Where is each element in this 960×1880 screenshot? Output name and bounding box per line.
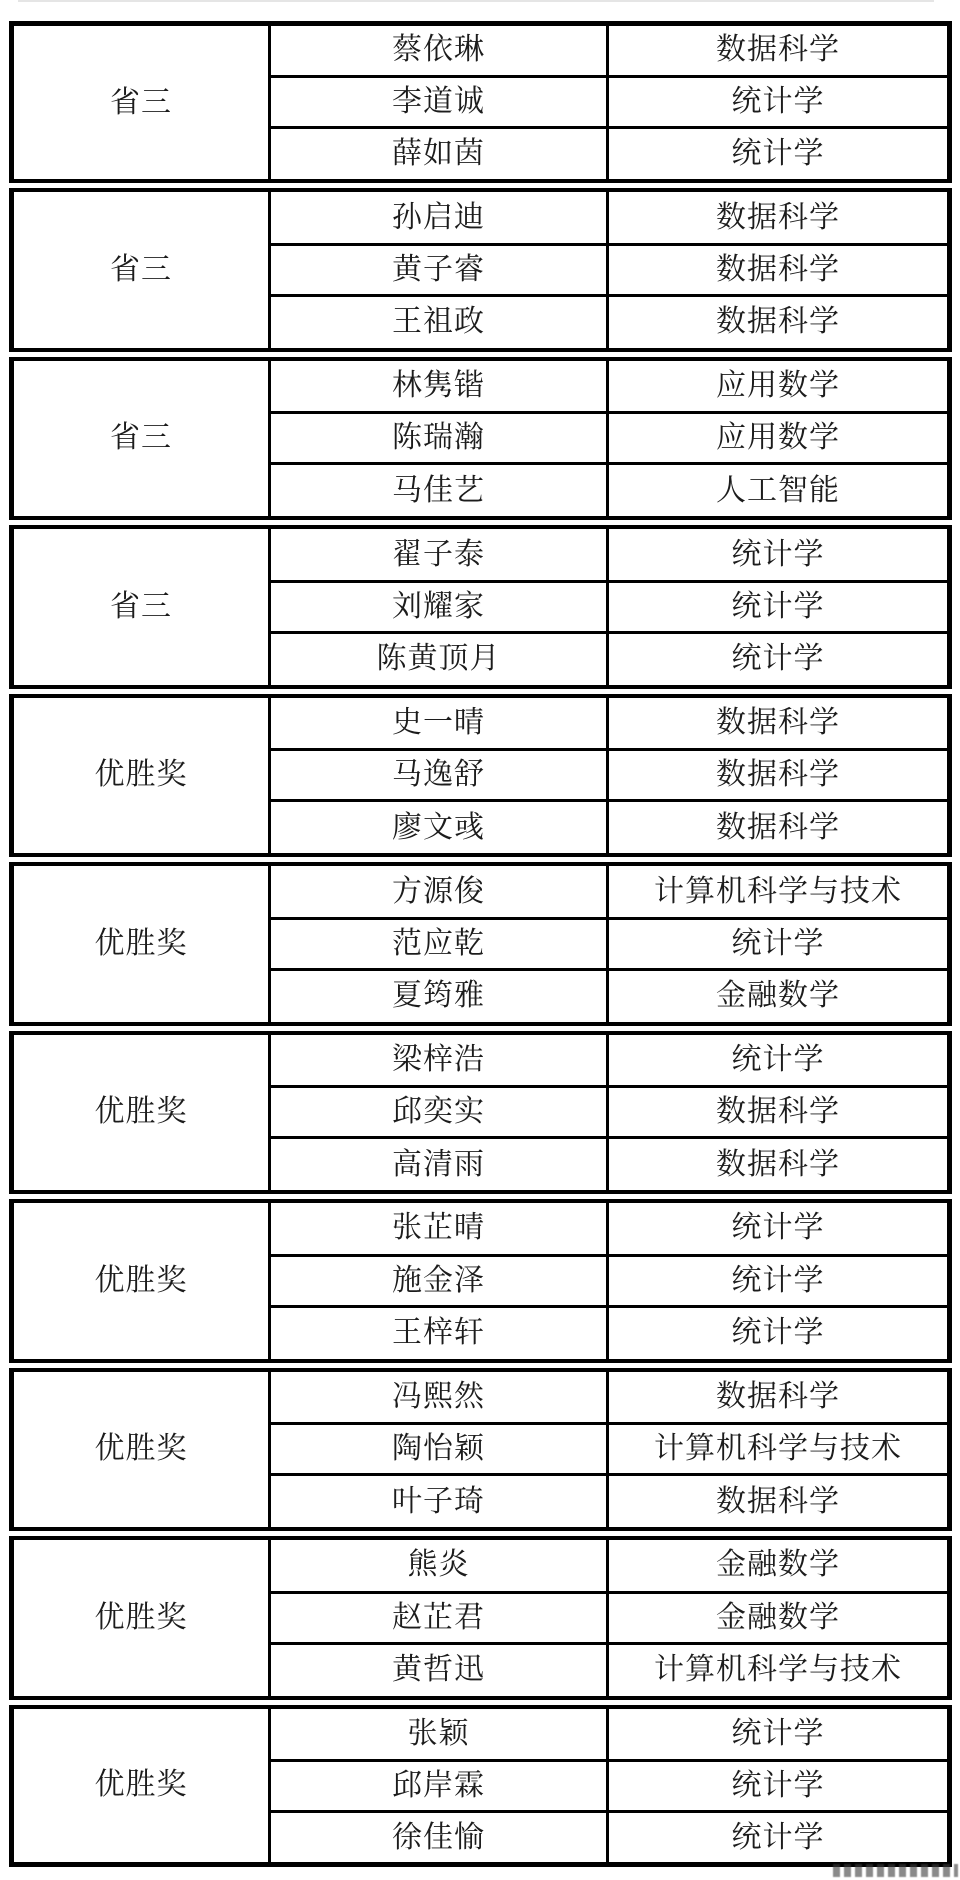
major-cell: 数据科学 [608,24,950,77]
major-cell: 统计学 [608,918,950,969]
major-cell: 数据科学 [608,1138,950,1197]
name-cell: 林隽锴 [270,354,608,413]
name-cell: 邱奕实 [270,1087,608,1138]
table-row [12,1534,950,1593]
awards-table [9,21,952,1867]
name-cell: 马佳艺 [270,464,608,523]
major-cell: 金融数学 [608,1592,950,1643]
name-cell: 夏筠雅 [270,969,608,1028]
table-row [12,1702,950,1761]
table-row [12,24,950,77]
table-row [12,1365,950,1424]
major-cell: 计算机科学与技术 [608,1424,950,1475]
name-cell: 赵芷君 [270,1592,608,1643]
name-cell: 王祖政 [270,296,608,355]
name-cell: 刘耀家 [270,581,608,632]
major-cell: 数据科学 [608,1475,950,1534]
major-cell: 金融数学 [608,1534,950,1593]
name-cell: 邱岸霖 [270,1761,608,1812]
name-cell: 翟子泰 [270,523,608,582]
major-cell: 应用数学 [608,354,950,413]
major-cell: 数据科学 [608,1365,950,1424]
major-cell: 统计学 [608,1197,950,1256]
award-cell: 优胜奖 [12,860,270,1028]
name-cell: 熊炎 [270,1534,608,1593]
table-row [12,1028,950,1087]
name-cell: 施金泽 [270,1255,608,1306]
major-cell: 数据科学 [608,750,950,801]
name-cell: 方源俊 [270,860,608,919]
major-cell: 统计学 [608,581,950,632]
major-cell: 数据科学 [608,186,950,245]
name-cell: 陈黄顶月 [270,632,608,691]
name-cell: 陶怡颖 [270,1424,608,1475]
name-cell: 徐佳愉 [270,1812,608,1865]
major-cell: 数据科学 [608,691,950,750]
award-cell: 优胜奖 [12,691,270,859]
cropped-edge-smudge [18,0,934,2]
award-cell: 省三 [12,523,270,691]
major-cell: 统计学 [608,1761,950,1812]
major-cell: 统计学 [608,1812,950,1865]
table-row [12,1197,950,1256]
major-cell: 统计学 [608,127,950,186]
major-cell: 统计学 [608,632,950,691]
name-cell: 马逸舒 [270,750,608,801]
major-cell: 计算机科学与技术 [608,860,950,919]
major-cell: 人工智能 [608,464,950,523]
award-cell: 优胜奖 [12,1028,270,1196]
major-cell: 计算机科学与技术 [608,1643,950,1702]
name-cell: 张颖 [270,1702,608,1761]
awards-table-body [12,24,950,1865]
award-cell: 优胜奖 [12,1197,270,1365]
major-cell: 数据科学 [608,1087,950,1138]
name-cell: 史一晴 [270,691,608,750]
major-cell: 数据科学 [608,245,950,296]
table-row [12,354,950,413]
major-cell: 金融数学 [608,969,950,1028]
major-cell: 统计学 [608,76,950,127]
award-cell: 省三 [12,24,270,186]
name-cell: 叶子琦 [270,1475,608,1534]
award-cell: 省三 [12,354,270,522]
major-cell: 统计学 [608,1702,950,1761]
award-cell: 省三 [12,186,270,354]
major-cell: 统计学 [608,1306,950,1365]
name-cell: 张芷晴 [270,1197,608,1256]
name-cell: 梁梓浩 [270,1028,608,1087]
major-cell: 数据科学 [608,801,950,860]
award-cell: 优胜奖 [12,1702,270,1865]
award-cell: 优胜奖 [12,1365,270,1533]
name-cell: 黄子睿 [270,245,608,296]
name-cell: 廖文彧 [270,801,608,860]
name-cell: 范应乾 [270,918,608,969]
name-cell: 薛如茵 [270,127,608,186]
name-cell: 陈瑞瀚 [270,413,608,464]
major-cell: 统计学 [608,523,950,582]
name-cell: 冯熙然 [270,1365,608,1424]
major-cell: 应用数学 [608,413,950,464]
major-cell: 统计学 [608,1255,950,1306]
table-row [12,860,950,919]
name-cell: 高清雨 [270,1138,608,1197]
major-cell: 统计学 [608,1028,950,1087]
name-cell: 孙启迪 [270,186,608,245]
name-cell: 王梓轩 [270,1306,608,1365]
major-cell: 数据科学 [608,296,950,355]
table-row [12,523,950,582]
table-row [12,186,950,245]
table-row [12,691,950,750]
name-cell: 蔡依琳 [270,24,608,77]
award-cell: 优胜奖 [12,1534,270,1702]
name-cell: 黄哲迅 [270,1643,608,1702]
watermark-smudge [833,1864,958,1877]
name-cell: 李道诚 [270,76,608,127]
